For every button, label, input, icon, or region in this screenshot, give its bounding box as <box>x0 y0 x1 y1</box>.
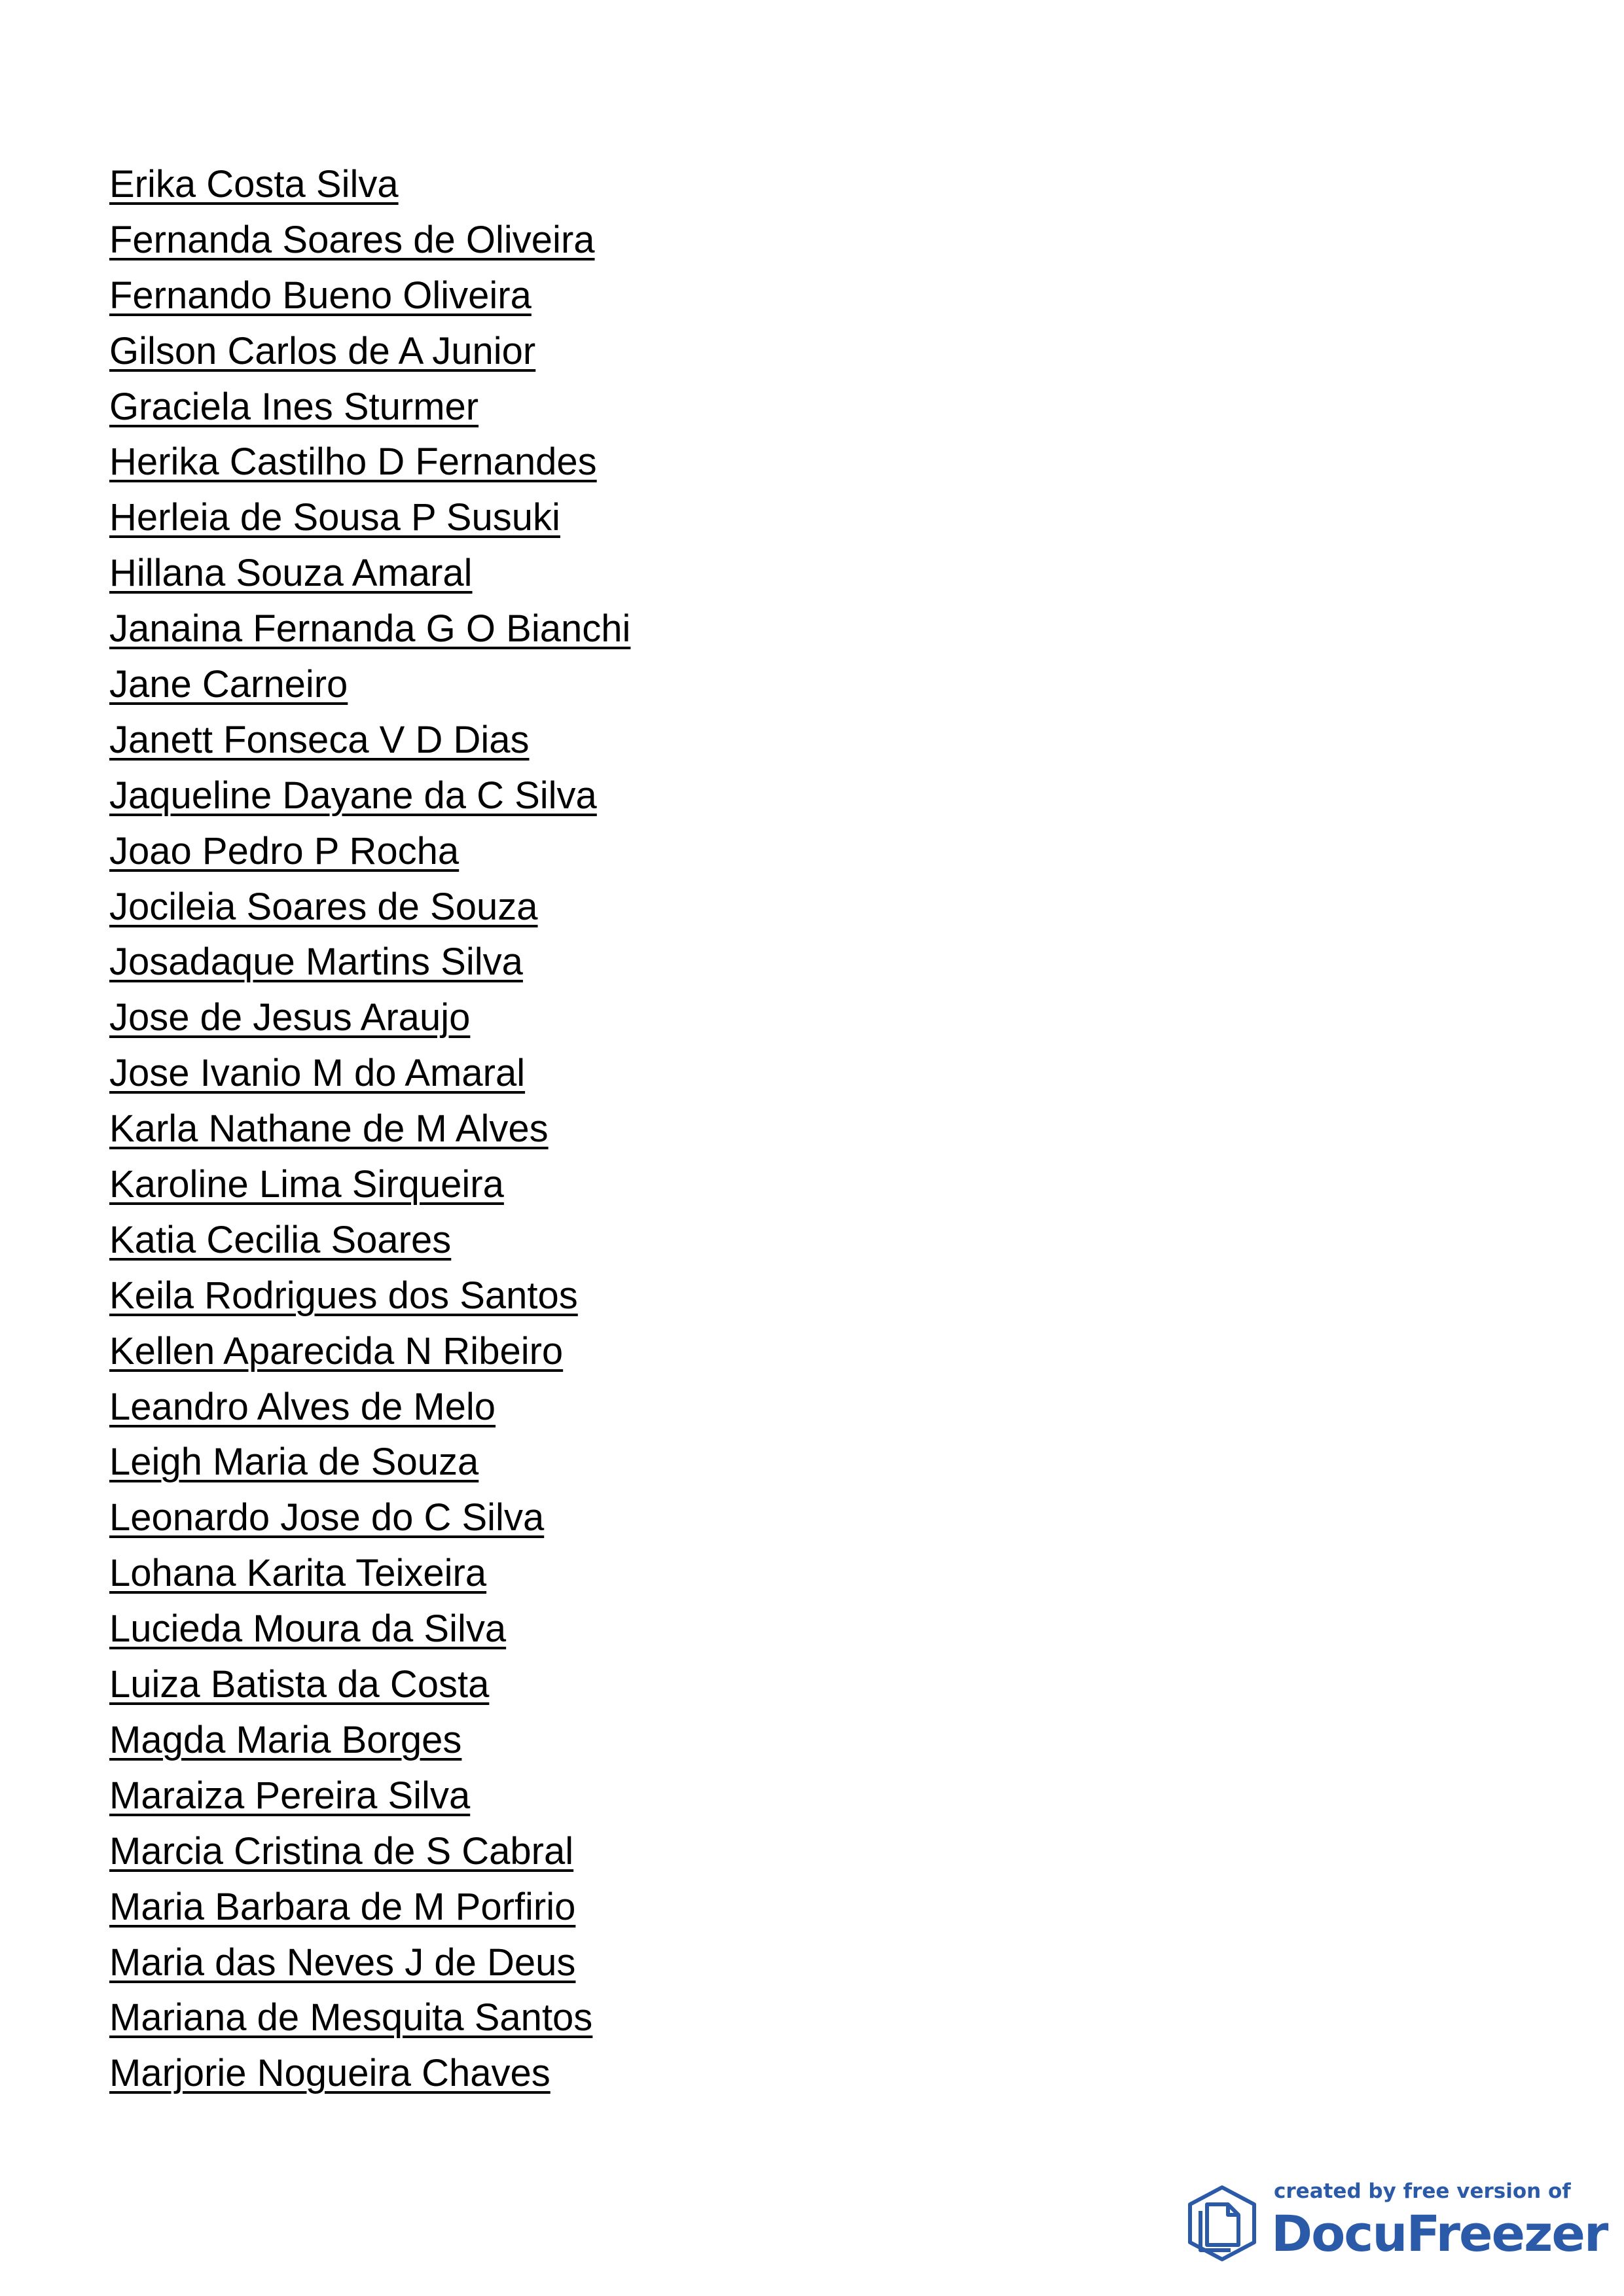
name-list-item <box>109 268 630 324</box>
name-list-item <box>109 935 630 990</box>
name-link[interactable]: Maraiza Pereira Silva <box>109 1774 471 1817</box>
name-list-item <box>109 1157 630 1213</box>
name-link[interactable]: Leandro Alves de Melo <box>109 1385 496 1428</box>
name-link[interactable]: Herleia de Sousa P Susuki <box>109 496 560 539</box>
name-list <box>109 157 630 2102</box>
name-link[interactable]: Luiza Batista da Costa <box>109 1663 490 1706</box>
name-list-item <box>109 1602 630 1657</box>
name-list-item <box>109 1657 630 1713</box>
name-link[interactable]: Marcia Cristina de S Cabral <box>109 1829 574 1873</box>
name-link[interactable]: Fernanda Soares de Oliveira <box>109 218 595 261</box>
watermark-brand: DocuFreezer <box>1271 2204 1608 2263</box>
name-list-item <box>109 713 630 768</box>
name-link[interactable]: Joao Pedro P Rocha <box>109 829 460 872</box>
name-link[interactable]: Keila Rodrigues dos Santos <box>109 1274 578 1317</box>
name-list-item <box>109 1380 630 1435</box>
name-list-item <box>109 546 630 601</box>
name-link[interactable]: Lohana Karita Teixeira <box>109 1552 487 1595</box>
name-link[interactable]: Katia Cecilia Soares <box>109 1218 452 1261</box>
name-link[interactable]: Janett Fonseca V D Dias <box>109 718 530 761</box>
name-link[interactable]: Jocileia Soares de Souza <box>109 885 538 928</box>
name-list-item <box>109 824 630 880</box>
name-list-item <box>109 1046 630 1102</box>
name-list-item <box>109 1935 630 1991</box>
name-list-item <box>109 435 630 490</box>
name-link[interactable]: Herika Castilho D Fernandes <box>109 440 597 484</box>
name-list-item <box>109 324 630 380</box>
name-list-item <box>109 1990 630 2046</box>
name-link[interactable]: Josadaque Martins Silva <box>109 941 523 984</box>
name-link[interactable]: Maria Barbara de M Porfirio <box>109 1885 576 1928</box>
name-link[interactable]: Erika Costa Silva <box>109 163 399 206</box>
name-link[interactable]: Mariana de Mesquita Santos <box>109 1996 593 2039</box>
name-list-item <box>109 1768 630 1824</box>
name-link[interactable]: Gilson Carlos de A Junior <box>109 329 536 372</box>
name-link[interactable]: Leigh Maria de Souza <box>109 1441 479 1484</box>
name-list-item <box>109 490 630 546</box>
name-link[interactable]: Karoline Lima Sirqueira <box>109 1163 504 1206</box>
name-list-item <box>109 657 630 713</box>
name-link[interactable]: Graciela Ines Sturmer <box>109 385 479 428</box>
name-link[interactable]: Fernando Bueno Oliveira <box>109 274 532 317</box>
name-list-item <box>109 380 630 435</box>
name-list-item <box>109 1880 630 1935</box>
name-list-item <box>109 1268 630 1324</box>
docufreezer-watermark <box>1183 2179 1608 2265</box>
name-link[interactable]: Magda Maria Borges <box>109 1718 462 1761</box>
name-link[interactable]: Jose de Jesus Araujo <box>109 996 471 1039</box>
name-link[interactable]: Janaina Fernanda G O Bianchi <box>109 607 631 651</box>
name-link[interactable]: Karla Nathane de M Alves <box>109 1107 549 1151</box>
name-list-item <box>109 1102 630 1157</box>
watermark-tagline: created by free version of <box>1274 2179 1571 2203</box>
name-link[interactable]: Lucieda Moura da Silva <box>109 1607 507 1651</box>
name-list-item <box>109 1213 630 1268</box>
name-list-item <box>109 880 630 935</box>
name-list-item <box>109 1490 630 1546</box>
name-list-item <box>109 2046 630 2102</box>
name-list-item <box>109 1713 630 1768</box>
name-link[interactable]: Marjorie Nogueira Chaves <box>109 2052 550 2095</box>
docufreezer-logo-icon <box>1183 2185 1261 2262</box>
name-list-item <box>109 157 630 213</box>
name-link[interactable]: Leonardo Jose do C Silva <box>109 1496 545 1539</box>
name-link[interactable]: Kellen Aparecida N Ribeiro <box>109 1329 564 1372</box>
name-link[interactable]: Hillana Souza Amaral <box>109 552 473 595</box>
name-link[interactable]: Jane Carneiro <box>109 663 348 706</box>
name-link[interactable]: Jaqueline Dayane da C Silva <box>109 774 597 817</box>
name-list-item <box>109 1824 630 1880</box>
name-list-item <box>109 1324 630 1380</box>
name-list-item <box>109 1435 630 1490</box>
name-link[interactable]: Maria das Neves J de Deus <box>109 1941 576 1984</box>
name-list-item <box>109 601 630 657</box>
name-list-item <box>109 768 630 824</box>
name-link[interactable]: Jose Ivanio M do Amaral <box>109 1052 526 1095</box>
name-list-item <box>109 990 630 1046</box>
name-list-item <box>109 1546 630 1602</box>
name-list-item <box>109 213 630 268</box>
